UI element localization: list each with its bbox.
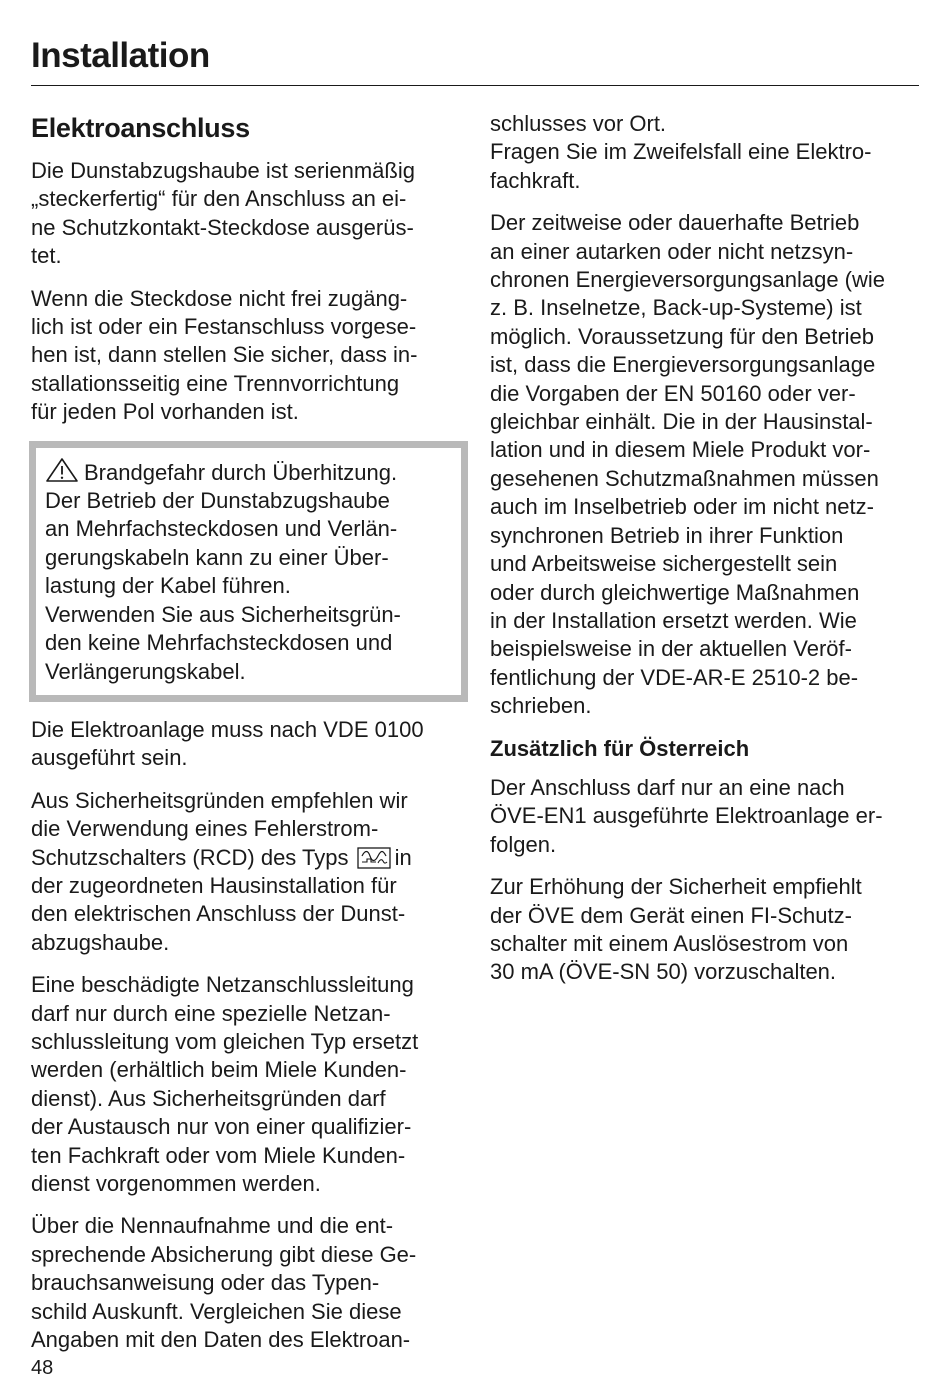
paragraph-vde xyxy=(31,716,463,773)
text-line: schild Auskunft. Vergleichen Sie diese xyxy=(31,1298,402,1324)
warning-title: Brandgefahr durch Überhitzung. xyxy=(84,459,398,485)
text-line: lich ist oder ein Festanschluss vorgese- xyxy=(31,314,417,340)
text-line: an einer autarken oder nicht netzsyn- xyxy=(490,238,854,264)
text-line: und Arbeitsweise sichergestellt sein xyxy=(490,551,838,577)
text-line: fentlichung der VDE-AR-E 2510-2 be- xyxy=(490,664,859,690)
text-line: tet. xyxy=(31,243,62,269)
text-line: schalter mit einem Auslösestrom von xyxy=(490,930,849,956)
text-line: folgen. xyxy=(490,831,557,857)
text-line: Verwenden Sie aus Sicherheitsgrün- xyxy=(45,601,401,627)
warning-paragraph xyxy=(45,457,451,601)
paragraph-rcd xyxy=(31,787,463,957)
text-line: brauchsanweisung oder das Typen- xyxy=(31,1270,380,1296)
paragraph-fi-switch xyxy=(490,873,922,987)
text-line: darf nur durch eine spezielle Netzan- xyxy=(31,1000,391,1026)
text-line: lation und in diesem Miele Produkt vor- xyxy=(490,437,871,463)
text-line: Zur Erhöhung der Sicherheit empfiehlt xyxy=(490,874,862,900)
left-column xyxy=(31,110,463,1368)
text-line: Der Anschluss darf nur an eine nach xyxy=(490,774,845,800)
paragraph-isolation-device xyxy=(31,285,463,427)
text-line: Der zeitweise oder dauerhafte Betrieb xyxy=(490,210,860,236)
text-line: dienst vorgenommen werden. xyxy=(31,1171,321,1196)
text-line: der zugeordneten Hausinstallation für xyxy=(31,872,397,898)
paragraph-island-operation xyxy=(490,209,922,720)
text-line: Der Betrieb der Dunstabzugshaube xyxy=(45,488,390,514)
text-line: „steckerfertig“ für den Anschluss an ei- xyxy=(31,186,407,212)
paragraph-damaged-cable xyxy=(31,971,463,1198)
text-line: schrieben. xyxy=(490,693,592,719)
text-line: Aus Sicherheitsgründen empfehlen wir xyxy=(31,787,408,813)
text-line: sprechende Absicherung gibt diese Ge- xyxy=(31,1241,417,1267)
text-line: gerungskabeln kann zu einer Über- xyxy=(45,544,389,570)
text-line: z. B. Inselnetze, Back-up-Systeme) ist xyxy=(490,295,862,321)
text-line: an Mehrfachsteckdosen und Verlän- xyxy=(45,516,398,542)
text-line: ten Fachkraft oder vom Miele Kunden- xyxy=(31,1142,406,1168)
fire-hazard-warning-box xyxy=(29,441,468,702)
text-line: den keine Mehrfachsteckdosen und xyxy=(45,630,393,656)
text-line: schlusses vor Ort. xyxy=(490,111,667,136)
text-line: werden (erhältlich beim Miele Kunden- xyxy=(31,1057,407,1083)
text-line: möglich. Voraussetzung für den Betrieb xyxy=(490,323,875,349)
text-line: Die Dunstabzugshaube ist serienmäßig xyxy=(31,158,415,183)
paragraph-local-connection xyxy=(490,110,922,195)
text-line: fachkraft. xyxy=(490,167,581,193)
section-heading: Elektroanschluss xyxy=(31,113,250,143)
warning-paragraph xyxy=(45,601,451,686)
text-line: der ÖVE dem Gerät einen FI-Schutz- xyxy=(490,902,852,928)
text-line: auch im Inselbetrieb oder im nicht netz- xyxy=(490,494,874,520)
text-line: stallationsseitig eine Trennvorrichtung xyxy=(31,370,400,396)
text-line: 30 mA (ÖVE-SN 50) vorzuschalten. xyxy=(490,959,837,985)
paragraph-plug-ready xyxy=(31,157,463,271)
paragraph-rated-power xyxy=(31,1212,463,1354)
text-line: synchronen Betrieb in ihrer Funktion xyxy=(490,522,844,548)
warning-triangle-icon xyxy=(45,457,79,483)
text-line: Eine beschädigte Netzanschlussleitung xyxy=(31,972,414,998)
text-line: ne Schutzkontakt-Steckdose ausgerüs- xyxy=(31,214,414,240)
text-line: dienst). Aus Sicherheitsgründen darf xyxy=(31,1085,386,1111)
subheading-austria: Zusätzlich für Österreich xyxy=(490,735,750,761)
page-title: Installation xyxy=(31,36,210,75)
text-line: oder durch gleichwertige Maßnahmen xyxy=(490,579,860,605)
rcd-type-symbol-icon xyxy=(357,847,391,869)
text-line: beispielsweise in der aktuellen Veröf- xyxy=(490,636,852,662)
text-line: die Verwendung eines Fehlerstrom- xyxy=(31,816,379,842)
text-fragment: in xyxy=(394,844,412,870)
text-line: Angaben mit den Daten des Elektroan- xyxy=(31,1327,411,1353)
title-divider xyxy=(31,85,919,86)
text-line: der Austausch nur von einer qualifizier- xyxy=(31,1114,412,1140)
right-column xyxy=(490,110,922,1001)
text-line: in der Installation ersetzt werden. Wie xyxy=(490,607,857,633)
page-number: 48 xyxy=(31,1357,54,1379)
text-line: lastung der Kabel führen. xyxy=(45,573,291,599)
text-line-with-symbol xyxy=(31,844,463,872)
text-line: hen ist, dann stellen Sie sicher, dass in- xyxy=(31,342,418,368)
text-line: Verlängerungskabel. xyxy=(45,658,246,684)
text-line: ÖVE-EN1 ausgeführte Elektroanlage er- xyxy=(490,803,883,829)
text-line: ausgeführt sein. xyxy=(31,745,188,771)
text-line: Die Elektroanlage muss nach VDE 0100 xyxy=(31,716,424,742)
paragraph-ove-en1 xyxy=(490,774,922,859)
text-line: die Vorgaben der EN 50160 oder ver- xyxy=(490,380,856,406)
text-line: chronen Energieversorgungsanlage (wie xyxy=(490,267,886,293)
text-line: für jeden Pol vorhanden ist. xyxy=(31,399,299,425)
text-line: gesehenen Schutzmaßnahmen müssen xyxy=(490,465,879,491)
text-line: gleichbar einhält. Die in der Hausinstal- xyxy=(490,409,873,435)
text-fragment: Schutzschalters (RCD) des Typs xyxy=(31,844,349,870)
text-line: den elektrischen Anschluss der Dunst- xyxy=(31,901,406,927)
text-line: Über die Nennaufnahme und die ent- xyxy=(31,1213,394,1239)
text-line: ist, dass die Energieversorgungsanlage xyxy=(490,352,876,378)
warning-title-line xyxy=(45,457,451,487)
text-line: schlussleitung vom gleichen Typ ersetzt xyxy=(31,1028,419,1054)
text-line: abzugshaube. xyxy=(31,929,170,955)
text-line: Fragen Sie im Zweifelsfall eine Elektro- xyxy=(490,139,872,165)
text-line: Wenn die Steckdose nicht frei zugäng- xyxy=(31,285,408,311)
